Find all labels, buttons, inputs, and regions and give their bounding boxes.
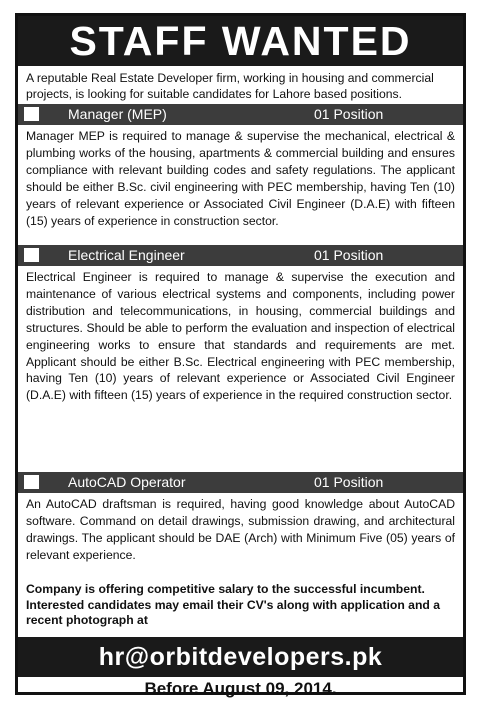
checkbox-square-icon	[24, 248, 39, 262]
intro-text: A reputable Real Estate Developer firm, working in housing and commercial projects, is looking for suitable candidates for Lahore based positions.	[26, 71, 434, 101]
closing-text: Company is offering competitive salary to the successful incumbent. Interested candidates may email their CV's along with application and a recent photograph at	[26, 582, 440, 627]
position-role: Electrical Engineer	[68, 247, 185, 263]
checkbox-square-icon	[24, 475, 39, 489]
position-count: 01 Position	[314, 106, 384, 122]
position-header-manager	[18, 104, 463, 125]
contact-email[interactable]: hr@orbitdevelopers.pk	[18, 637, 463, 677]
position-count: 01 Position	[314, 474, 384, 490]
position-description-electrical: Electrical Engineer is required to manage & supervise the execution and maintenance of various electrical systems and components, including power distribution and telecommunications, in housing, commercial buildings and structures. Should be able to perform the evaluation and inspection of electrical engineering works to ensure that standards and requirements are met. Applicant should be either B.Sc. Electrical engineering with PEC membership, having Ten (10) years of relevant experience or Associated Civil Engineer (D.A.E) with fifteen (15) years of experience in the required construction sector.	[26, 270, 455, 403]
application-deadline: Before August 09, 2014.	[144, 679, 337, 698]
checkbox-square-icon	[24, 107, 39, 121]
position-description-autocad: An AutoCAD draftsman is required, having good knowledge about AutoCAD software. Command on detail drawings, submission drawing, and architectural drawings. The applicant should be DAE (Arch) with Minimum Five (05) years of relevant experience.	[26, 497, 455, 562]
ad-title: STAFF WANTED	[18, 16, 463, 66]
position-role: Manager (MEP)	[68, 106, 167, 122]
position-description-manager: Manager MEP is required to manage & supervise the mechanical, electrical & plumbing works of the housing, apartments & commercial building and ensures compliance with relevant building codes and safety regulations. The applicant should be either B.Sc. civil engineering with PEC membership, having Ten (10) years of relevant experience or Associated Civil Engineer (D.A.E) with fifteen (15) years of experience in construction sector.	[26, 129, 455, 228]
job-advertisement	[15, 13, 466, 698]
position-role: AutoCAD Operator	[68, 474, 186, 490]
position-count: 01 Position	[314, 247, 384, 263]
position-header-autocad	[18, 472, 463, 493]
position-header-electrical	[18, 245, 463, 266]
